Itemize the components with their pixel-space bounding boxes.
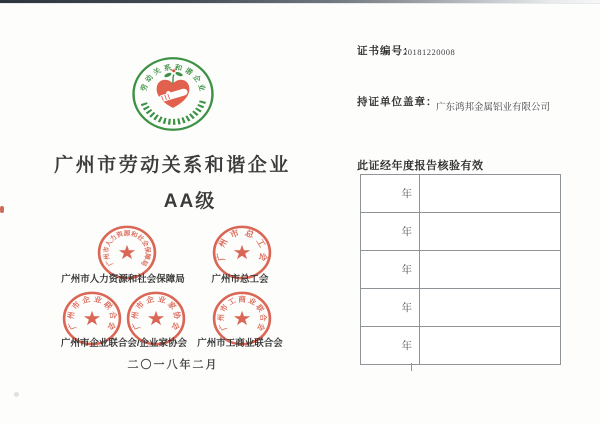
arc-character: 广: [105, 258, 115, 267]
arc-character: 合: [258, 313, 269, 322]
year-label-cell: [361, 213, 420, 250]
annual-verification-table: [360, 174, 561, 365]
arc-character: 市: [102, 246, 112, 254]
arc-character: 总: [243, 227, 256, 240]
arc-character: 系: [163, 63, 172, 73]
year-label-cell: [361, 289, 420, 326]
year-entry-cell: [420, 327, 560, 364]
table-row: [361, 175, 560, 212]
harmonious-enterprise-emblem-icon: [131, 56, 215, 132]
arc-character: 资: [115, 230, 125, 240]
arc-character: 谐: [183, 66, 195, 77]
arc-character: 家: [165, 299, 178, 312]
arc-character: 会: [105, 320, 118, 331]
arc-character: 企: [81, 294, 92, 305]
arc-character: 业: [196, 83, 207, 92]
arc-character: 保: [142, 246, 152, 254]
arc-character: 合: [107, 310, 119, 320]
arc-character: 会: [139, 239, 150, 248]
arc-character: 局: [139, 258, 149, 267]
arc-character: 力: [108, 233, 119, 244]
year-entry-cell: [420, 289, 560, 326]
agency-label-enterprise-confederation: 广州市企业联合会/企业家协会: [60, 338, 188, 349]
year-entry-cell: [420, 251, 560, 288]
holder-seal-label: 持证单位盖章：: [357, 96, 438, 108]
arc-character: 和: [174, 63, 183, 73]
year-entry-cell: [420, 175, 560, 212]
year-label-cell: [361, 175, 420, 212]
year-label: 年: [401, 264, 412, 276]
arc-character: 市: [218, 302, 231, 314]
annual-verification-title: 此证经年度报告核验有效: [357, 160, 484, 172]
scan-edge-artifact-2: [0, 3, 600, 4]
star-icon: ★: [232, 240, 252, 264]
arc-character: 广: [66, 320, 79, 331]
table-row: [361, 250, 560, 288]
sprout-leaf-left: [164, 72, 173, 78]
arc-character: 州: [103, 252, 112, 261]
table-row: [361, 212, 560, 250]
arc-character: 业: [246, 295, 258, 307]
arc-character: 工: [254, 237, 268, 249]
arc-character: 动: [143, 73, 155, 84]
table-row: [361, 326, 560, 364]
arc-character: 广: [217, 322, 229, 333]
arc-character: 障: [142, 252, 151, 261]
certificate-grade: AA级: [163, 191, 217, 212]
arc-character: 广: [214, 251, 227, 262]
star-icon: ★: [117, 240, 137, 264]
year-entry-cell: [420, 213, 560, 250]
agency-label-hr-bureau: 广州市人力资源和社会保障局: [61, 274, 185, 285]
cert-number-value: 20181220008: [403, 47, 456, 57]
red-ink-speck: [0, 206, 4, 213]
year-label: 年: [401, 340, 412, 352]
arc-character: 工: [226, 295, 238, 307]
holder-company-name: 广东鸿邦金属铝业有限公司: [436, 103, 551, 113]
arc-character: 州: [129, 310, 141, 320]
arc-character: 企: [191, 73, 203, 84]
arc-character: 协: [171, 310, 183, 320]
table-row: [361, 288, 560, 326]
arc-character: 社: [135, 233, 146, 244]
arc-character: 业: [92, 294, 103, 305]
issue-date: 二〇一八年二月: [127, 359, 219, 371]
star-icon: ★: [232, 306, 252, 330]
arc-character: 劳: [139, 83, 150, 92]
arc-character: 联: [253, 302, 266, 314]
arc-character: 业: [156, 294, 167, 305]
year-label-cell: [361, 251, 420, 288]
cert-number-label: 证书编号：: [357, 45, 415, 57]
arc-character: 州: [65, 310, 77, 320]
arc-character: 企: [145, 294, 156, 305]
arc-character: 广: [130, 320, 143, 331]
sprout-stem: [173, 75, 174, 84]
arc-character: 州: [216, 237, 230, 249]
agency-label-trade-unions: 广州市总工会: [211, 274, 269, 285]
certificate-title: 广州市劳动关系和谐企业: [54, 155, 291, 176]
arc-character: 商: [238, 294, 246, 304]
table-divider-overshoot: [411, 363, 412, 371]
arc-character: 人: [104, 239, 115, 248]
gray-speck: [14, 392, 19, 397]
arc-character: 会: [255, 322, 267, 333]
arc-character: 和: [129, 230, 139, 240]
arc-character: 市: [134, 299, 147, 312]
year-label-cell: [361, 327, 420, 364]
year-label: 年: [401, 302, 412, 314]
star-icon: ★: [82, 306, 102, 330]
arc-character: 州: [215, 313, 226, 322]
arc-character: 源: [123, 230, 131, 238]
year-label: 年: [401, 226, 412, 238]
agency-label-industry-commerce: 广州市工商业联合会: [197, 338, 283, 349]
arc-character: 市: [228, 227, 241, 240]
year-label: 年: [401, 188, 412, 200]
arc-character: 会: [257, 251, 270, 262]
star-icon: ★: [146, 306, 166, 330]
arc-character: 会: [169, 320, 182, 331]
arc-character: 关: [151, 66, 163, 77]
arc-character: 联: [101, 299, 114, 312]
arc-character: 市: [70, 299, 83, 312]
